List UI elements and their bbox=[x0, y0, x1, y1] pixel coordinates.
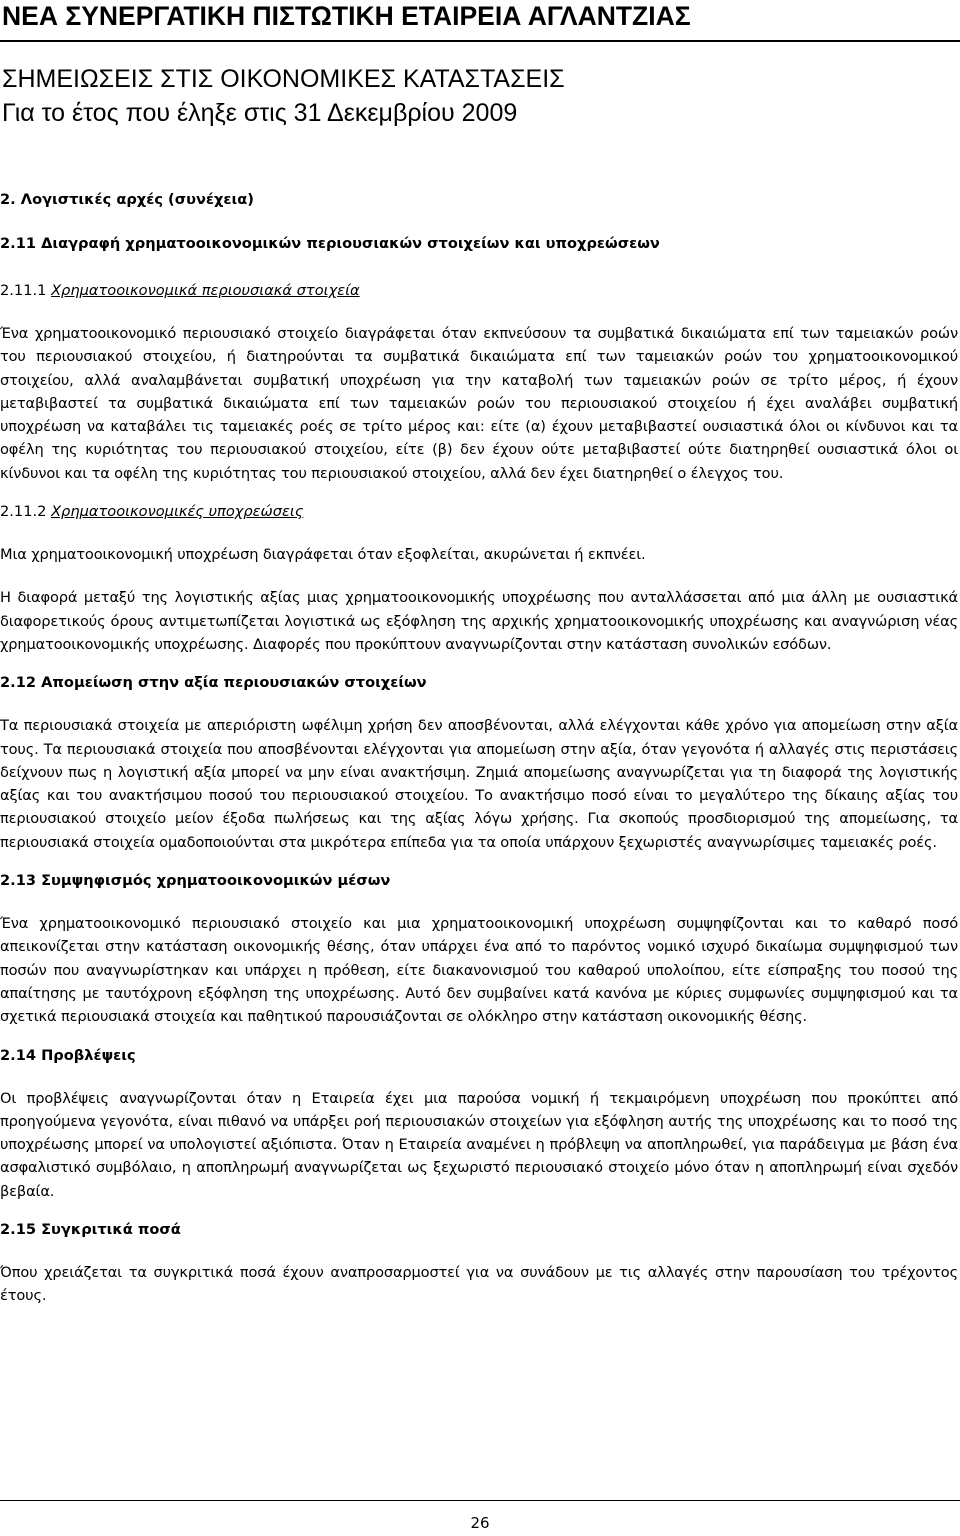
paragraph-2-15: Όπου χρειάζεται τα συγκριτικά ποσά έχουν αναπροσαρμοστεί για να συνάδουν με τις αλλαγές στην παρουσίαση του τρέχοντος έτους. bbox=[0, 1264, 958, 1305]
paragraph-2-11-1: Ένα χρηματοοικονομικό περιουσιακό στοιχείο διαγράφεται όταν εκπνεύσουν τα συμβατικά δικαιώματα επί των ταμειακών ροών του περιουσιακού στοιχείου, ή διατηρούνται τα συμβατικά δικαιώματα επί των ταμειακών ροών του χρηματοοικονομικού στοιχείου, αλλά αναλαμβάνεται συμβατική υποχρέωση για την καταβολή των ταμειακών ροών σε τρίτο μέρος, ή έχουν μεταβιβαστεί τα συμβατικά δικαιώματα επί των ταμειακών ροών του περιουσιακού στοιχείου ή έχει αναλάβει συμβατική υποχρέωση να καταβάλει τις ταμειακές ροές σε τρίτο μέρος και: είτε (α) έχουν μεταβιβαστεί ουσιαστικά όλοι οι κίνδυνοι και τα οφέλη της κυριότητας του περιουσιακού στοιχείου, είτε (β) δεν έχουν ούτε μεταβιβαστεί ούτε διατηρηθεί ουσιαστικά όλοι οι κίνδυνοι και τα οφέλη της κυριότητας του περιουσιακού στοιχείου, αλλά δεν έχει διατηρηθεί ο έλεγχος του. bbox=[0, 325, 958, 482]
footer-divider bbox=[0, 1500, 960, 1501]
header-divider bbox=[0, 40, 960, 42]
page-number: 26 bbox=[470, 1514, 490, 1532]
subheading-number: 2.11.1 bbox=[0, 282, 47, 299]
paragraph-2-14: Οι προβλέψεις αναγνωρίζονται όταν η Εταιρεία έχει μια παρούσα νομική ή τεκμαιρόμενη υποχρέωση που προκύπτει από προηγούμενα γεγονότα, είναι πιθανό να υπάρξει ροή περιουσιακών στοιχείων για εξόφληση αυτής της υποχρέωσης και το ποσό της υποχρέωσης μπορεί να υπολογιστεί αξιόπιστα. Όταν η Εταιρεία αναμένει η πρόβλεψη να αποπληρωθεί, για παράδειγμα με βάση ένα ασφαλιστικό συμβόλαιο, η αποπληρωμή αναγνωρίζεται ως ξεχωριστό περιουσιακό στοιχείο μόνο όταν η αποπληρωμή είναι σχεδόν βεβαία. bbox=[0, 1089, 958, 1200]
subheading-title: Χρηματοοικονομικές υποχρεώσεις bbox=[51, 503, 304, 521]
paragraph-2-13: Ένα χρηματοοικονομικό περιουσιακό στοιχείο και μια χρηματοοικονομική υποχρέωση συμψηφίζονται και το καθαρό ποσό απεικονίζεται στην κατάσταση οικονομικής θέσης, όταν υπάρχει ένα από το παρόντος νομικό ισχυρό δικαίωμα συμψηφισμού των ποσών που αναγνωρίστηκαν και υπάρχει η πρόθεση, είτε διακανονισμού του καθαρού υπολοίπου, είτε είσπραξης του ποσού της απαίτησης με ταυτόχρονη εξόφληση της υποχρέωσης. Αυτό δεν συμβαίνει κατά κανόνα με κύριες συμφωνίες συμψηφισμού και τα σχετικά περιουσιακά στοιχεία και παθητικού παρουσιάζονται σε ολόκληρο στην κατάσταση οικονομικής θέσης. bbox=[0, 915, 958, 1026]
heading-2-11: 2.11 Διαγραφή χρηματοοικονομικών περιουσιακών στοιχείων και υποχρεώσεων bbox=[0, 235, 660, 252]
heading-2-15: 2.15 Συγκριτικά ποσά bbox=[0, 1221, 181, 1239]
heading-2-12: 2.12 Απομείωση στην αξία περιουσιακών στοιχείων bbox=[0, 674, 427, 692]
paragraph-2-12: Τα περιουσιακά στοιχεία με απεριόριστη ωφέλιμη χρήση δεν αποσβένονται, αλλά ελέγχονται κάθε χρόνο για απομείωση στην αξία τους. Τα περιουσιακά στοιχεία που αποσβένονται ελέγχονται για απομείωση στην αξία, όταν γεγονότα ή αλλαγές στις περιστάσεις δείχνουν πως η λογιστική αξία μπορεί να μην είναι ανακτήσιμη. Ζημιά απομείωσης αναγνωρίζεται για τη διαφορά της λογιστικής αξίας και του ανακτήσιμου ποσού του περιουσιακού στοιχείου. Το ανακτήσιμο ποσό είναι το μεγαλύτερο της δίκαιης αξίας του περιουσιακού στοιχείο μείον έξοδα πωλήσεως και της αξίας λόγω χρήσης. Για σκοπούς προσδιορισμού της απομείωσης, τα περιουσιακά στοιχεία ομαδοποιούνται στα μικρότερα επίπεδα για τα οποία υπάρχουν ξεχωριστές αναγνωρίσιμες ταμειακές ροές. bbox=[0, 717, 958, 851]
subheading-number: 2.11.2 bbox=[0, 503, 47, 521]
heading-2-14: 2.14 Προβλέψεις bbox=[0, 1046, 136, 1064]
paragraph-2-11-2b: Η διαφορά μεταξύ της λογιστικής αξίας μιας χρηματοοικονομικής υποχρέωσης που ανταλλάσσεται από μια άλλη με ουσιαστικά διαφορετικούς όρους αντιμετωπίζεται λογιστικά ως εξόφληση της αρχικής χρηματοοικονομικής υποχρέωσης και αναγνώριση νέας χρηματοοικονομικής υποχρέωσης. Διαφορές που προκύπτουν αναγνωρίζονται στην κατάσταση συνολικών εσόδων. bbox=[0, 589, 958, 653]
section-heading: 2. Λογιστικές αρχές (συνέχεια) bbox=[0, 191, 254, 208]
subheading-2-11-1 bbox=[0, 281, 958, 301]
document-title: ΣΗΜΕΙΩΣΕΙΣ ΣΤΙΣ ΟΙΚΟΝΟΜΙΚΕΣ ΚΑΤΑΣΤΑΣΕΙΣ bbox=[2, 65, 565, 93]
subheading-2-11-2 bbox=[0, 502, 958, 522]
notes-body bbox=[0, 190, 958, 1308]
heading-2-13: 2.13 Συμψηφισμός χρηματοοικονομικών μέσων bbox=[0, 872, 391, 890]
company-name: ΝΕΑ ΣΥΝΕΡΓΑΤΙΚΗ ΠΙΣΤΩΤΙΚΗ ΕΤΑΙΡΕΙΑ ΑΓΛΑΝΤΖΙΑΣ bbox=[2, 1, 691, 31]
subheading-title: Χρηματοοικονομικά περιουσιακά στοιχεία bbox=[51, 282, 360, 299]
document-subtitle: Για το έτος που έληξε στις 31 Δεκεμβρίου 2009 bbox=[2, 99, 518, 127]
paragraph-2-11-2a: Μια χρηματοοικονομική υποχρέωση διαγράφεται όταν εξοφλείται, ακυρώνεται ή εκπνέει. bbox=[0, 546, 646, 564]
